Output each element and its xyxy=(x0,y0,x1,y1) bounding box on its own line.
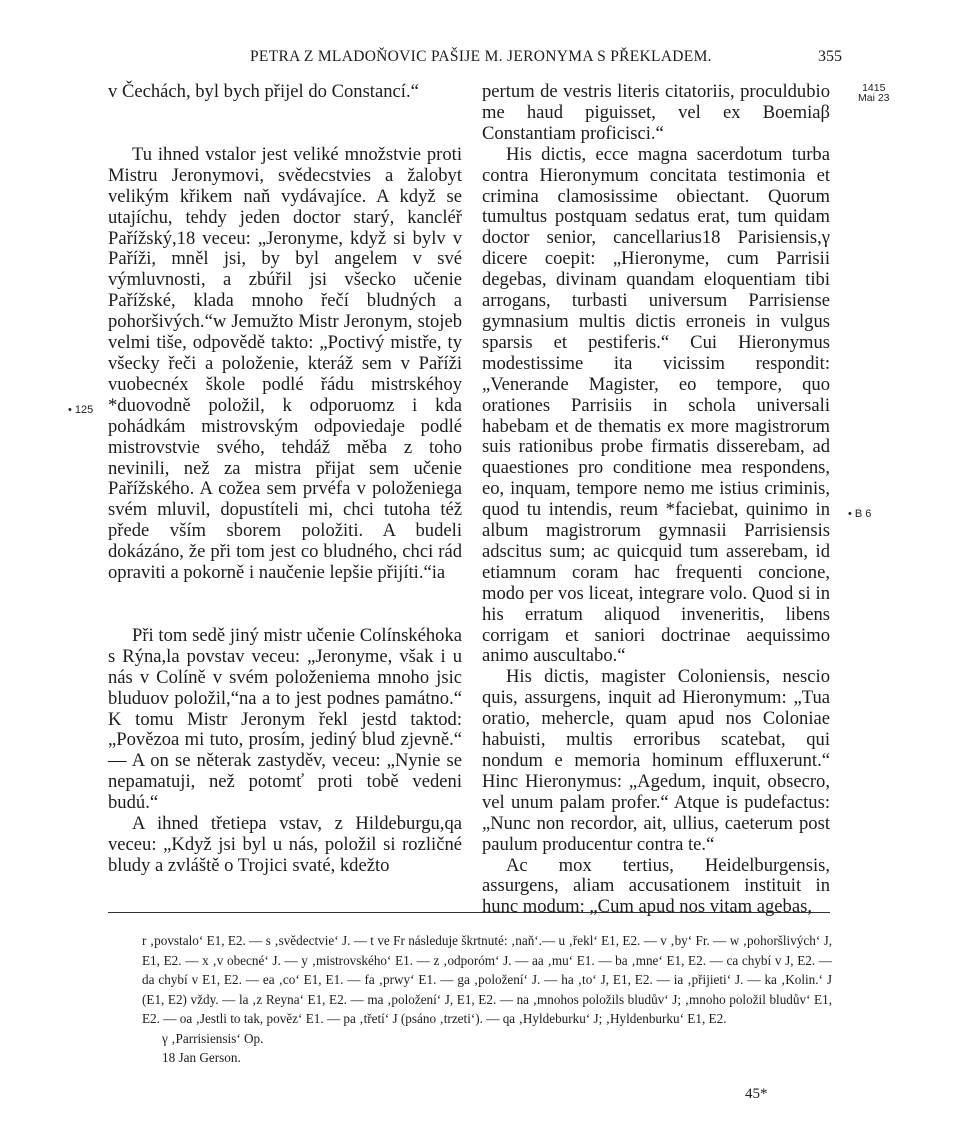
footnote-18: 18 Jan Gerson. xyxy=(162,1050,241,1065)
critical-apparatus: r ‚povstalo‘ E1, E2. — s ‚svědectvie‘ J. — t ve Fr následuje škrtnuté: ‚naň‘.— u ‚řekl‘ E1, E2. — v ‚by‘ Fr. — w ‚pohoršlivých‘ J, E1, E2. — x ‚v obecné‘ J. — y ‚mistrovského‘ E1. — z ‚odporóm‘ J. — aa ‚mu‘ E1. — ba ‚mne‘ E1, E2. — ca chybí v J, E2. — da chybí v E1, E2. — ea ‚co‘ E1, E1. — fa ‚prwy‘ E1. — ga ‚položení‘ J. — ha ‚to‘ J, E1, E2. — ia ‚přijieti‘ J. — ka ‚Kolin.‘ J (E1, E2) vždy. — la ‚z Reyna‘ E1, E2. — ma ‚položení‘ J, E1, E2. — na ‚mnohos položils bludův‘ J; ‚mnoho položil bludův‘ E1, E2. — oa ‚Jestli to tak, pověz‘ E1. — pa ‚třetí‘ J (psáno ‚trzeti‘). — qa ‚Hyldeburku‘ J; ‚Hyldenburku‘ E1, E2. xyxy=(142,933,832,1026)
margin-date-year: 1415 xyxy=(862,82,886,94)
footnote-gamma: γ ‚Parrisiensis‘ Op. xyxy=(162,1030,264,1046)
czech-text-column xyxy=(108,82,462,877)
margin-marker-left: • 125 xyxy=(68,404,94,416)
latin-paragraph-4: Ac mox tertius, Heidelburgensis, assurgens, aliam accusationem instituit in hunc modum: „Cum apud nos vitam agebas, xyxy=(482,854,830,918)
latin-paragraph-3: His dictis, magister Coloniensis, nescio quis, assurgens, inquit ad Hieronymum: „Tua oratio, mehercle, quam apud nos Coloniae habuisti, multis erroribus scatebat, qui nondum e memoria hominum effluxerunt.“ Hinc Hieronymus: „Agedum, inquit, obsecro, vel unum palam profer.“ Atque is pudefactus: „Nunc non recordor, ait, ullius, caeterum post paulum producentur contra te.“ xyxy=(482,666,830,855)
latin-text-column xyxy=(482,82,830,918)
margin-date xyxy=(858,83,890,103)
latin-paragraph-1: pertum de vestris literis citatoriis, proculdubio me haud piguisset, vel ex Boemiaβ Constantiam proficisci.“ xyxy=(482,81,830,144)
czech-paragraph-3: Při tom sedě jiný mistr učenie Colínskéhoka s Rýna,la povstav veceu: „Jeronyme, však i u nás v Colíně v svém položeniema mnoho jsic bluduov položil,“na a to jest podnes památno.“ K tomu Mistr Jeronym řekl jestd taktod: „Povězoa mi tuto, prosím, jediný blud zjevně.“ — A on se něterak zastyděv, veceu: „Nynie se nepamatuji, než potomť proti tobě vedeni budú.“ xyxy=(108,624,462,814)
latin-paragraph-2: His dictis, ecce magna sacerdotum turba contra Hieronymum concitata testimonia et crimina clamosissime obiectant. Quorum tumultus postquam sedatus erat, tum quidam doctor senior, cancellarius18 Parisiensis,γ dicere coepit: „Hieronyme, cum Parrisii degebas, divinam quandam eloquentiam tibi arrogans, turbasti universum Parrisiense gymnasium multis dictis erroneis in vulgus sparsis et pestiferis.“ Cui Hieronymus modestissime ita vicissim respondit: „Venerande Magister, eo tempore, quo orationes Parrisiis in schola universali habebam et de thematis ex more magistrorum suis rationibus probe firmatis disserebam, ad quaestiones pro conditione mea respondens, eo, inquam, tempore nemo me istius criminis, quod tu intendis, reum *faciebat, quinimo in album magistrorum gymnasii Parrisiensis adscitus sum; ac quicquid tum asserebam, id etiamnum coram hac frequenti concione, modo per vos liceat, integrare volo. Quod si in his erratum aliquod inveneritis, libens corrigam et saniori doctrinae aequissimo animo auscultabo.“ xyxy=(482,143,830,667)
margin-date-day: Mai 23 xyxy=(858,92,890,104)
running-title: PETRA Z MLADOŇOVIC PAŠIJE M. JERONYMA S PŘEKLADEM. xyxy=(250,48,712,65)
footnote-divider xyxy=(108,912,830,913)
footnotes xyxy=(142,931,832,1068)
margin-marker-right: • B 6 xyxy=(848,508,872,520)
page-number: 355 xyxy=(818,48,842,65)
signature-mark: 45* xyxy=(745,1086,768,1102)
czech-paragraph-2: Tu ihned vstalor jest veliké množstvie proti Mistru Jeronymovi, svědecstvies a žalobyt velikým křikem naň vydávajíce. A když se utajíchu, tehdy jeden doctor starý, kancléř Pařížský,18 veceu: „Jeronyme, když si bylv v Paříži, mněl jsi, by byl angelem v své výmluvnosti, a zbúřil jsi všecko učenie Pařížské, klada mnoho řečí bludných a pohoršivých.“w Jemužto Mistr Jeronym, stojeb velmi tiše, odpovědě takto: „Poctivý mistře, ty všecky řeči a položenie, kteráž sem v Paříži vuobecnéx škole podlé řádu mistrskéhoy *duovodně položil, k odporuomz i kda pohádkám mistrovským odpoviedaje podlé mistrovstvie svého, tehdáž měba z toho nevinili, než za mistra přijat sem učenie Pařížského. A cožea sem prvéfa v položeniega svém mluvil, dopustíteli mi, chci tutoha též přede vším sborem položiti. A budeli dokázáno, že při tom jest co bludného, chci rád opraviti a pokorně i naučenie lepšie přijíti.“ia xyxy=(108,143,462,584)
czech-paragraph-1: v Čechách, byl bych přijel do Constancí.“ xyxy=(108,81,419,102)
czech-paragraph-4: A ihned třetiepa vstav, z Hildeburgu,qa veceu: „Když jsi byl u nás, položil si rozličné bludy a zvláště o Trojici svaté, kdežto xyxy=(108,813,462,876)
